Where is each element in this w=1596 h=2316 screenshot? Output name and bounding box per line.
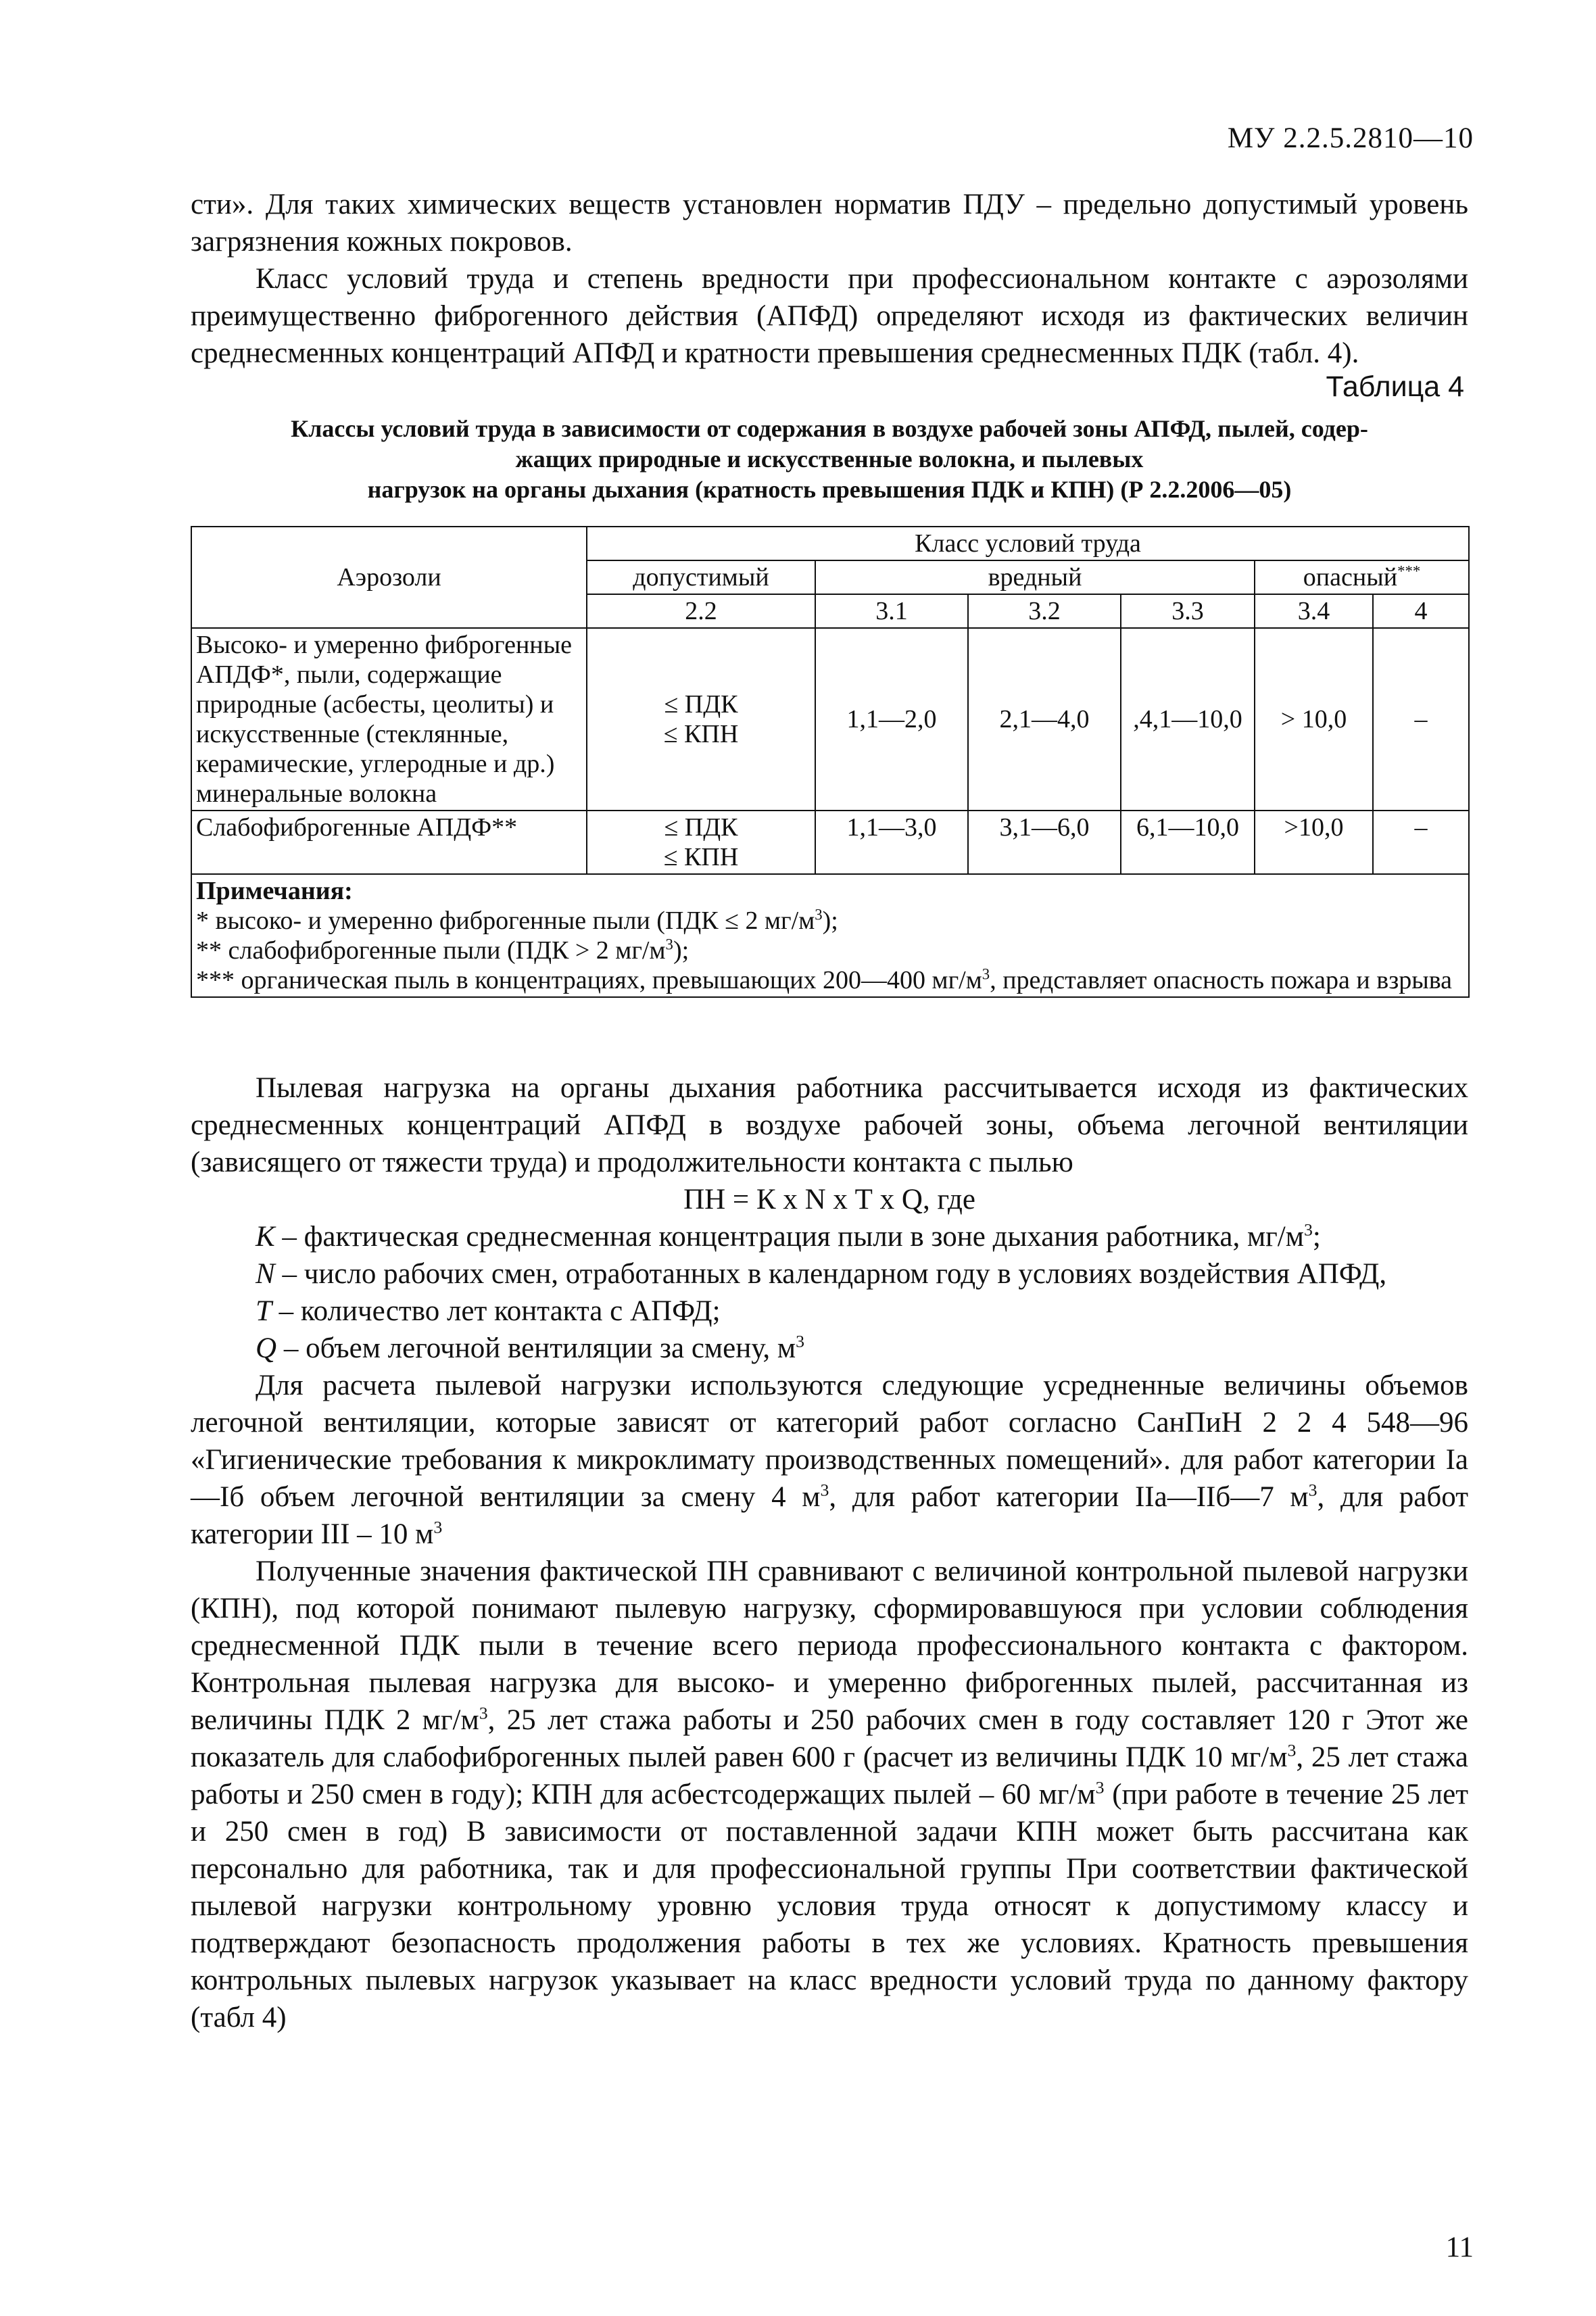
- superscript: 3: [796, 1331, 805, 1351]
- note-text: );: [822, 907, 838, 935]
- definition-k: [191, 1218, 1468, 1255]
- formula: ПН = К х N х Т х Q, где: [683, 1184, 975, 1215]
- definition-q: [191, 1330, 1468, 1367]
- row-value-4: –: [1373, 628, 1469, 811]
- definition-text: – количество лет контакта с АПФД;: [271, 1295, 721, 1327]
- header-class-3-3: 3.3: [1121, 594, 1255, 628]
- paragraph-text: Полученные значения фактической ПН сравнивают с величиной контрольной пылевой нагрузки (КПН), под которой понимают пылевую нагрузку, сформировавшуюся при условии соблюдения среднесменной ПДК пыли в течение всего периода профессионального контакта с фактором. Контрольная пылевая нагрузка для высоко- и умеренно фиброгенных пылей, рассчитанная из величины ПДК 2 мг/м: [191, 1555, 1468, 1736]
- header-class-3-1: 3.1: [815, 594, 968, 628]
- paragraph: сти». Для таких химических веществ установлен норматив ПДУ – предельно допустимый уровень загрязнения кожных покровов.: [191, 189, 1468, 258]
- row-value-3-2: 2,1—4,0: [968, 628, 1121, 811]
- paragraph-text: (при работе в течение 25 лет и 250 смен в год) В зависимости от поставленной задачи КПН может быть рассчитана как персонально для работника, так и для профессиональной группы При соответствии фактической пылевой нагрузки контрольному уровню условия труда относят к допустимому классу и подтверждают безопасность продолжения работы в тех же условиях. Кратность превышения контрольных пылевых нагрузок указывает на класс вредности условий труда по данному фактору (табл 4): [191, 1779, 1468, 2033]
- row-value-3-1: 1,1—2,0: [815, 628, 968, 811]
- superscript: 3: [1287, 1740, 1297, 1760]
- header-dangerous-label: опасный: [1303, 563, 1398, 592]
- variable-definitions: [191, 1218, 1468, 1367]
- row-pdk: ≤ ПДК: [664, 690, 738, 719]
- note-text: , представляет опасность пожара и взрыва: [990, 966, 1453, 994]
- header-class-3-2: 3.2: [968, 594, 1121, 628]
- row-value-3-4: > 10,0: [1255, 628, 1373, 811]
- row-kpn: ≤ КПН: [663, 843, 739, 871]
- note-item: [196, 965, 1464, 995]
- paragraph: [191, 1553, 1468, 2036]
- variable: Т: [256, 1295, 272, 1327]
- row-kpn: ≤ КПН: [663, 720, 739, 748]
- table-header-row: [191, 527, 1469, 560]
- row-value-4: –: [1373, 811, 1469, 874]
- page-number: 11: [1445, 2231, 1474, 2263]
- row-value-3-3: 6,1—10,0: [1121, 811, 1255, 874]
- document-code: МУ 2.2.5.2810—10: [1227, 122, 1474, 154]
- definition-text: – фактическая среднесменная концентрация пыли в зоне дыхания работника, мг/м: [274, 1221, 1304, 1253]
- superscript: 3: [1095, 1777, 1105, 1798]
- row-pdk: ≤ ПДК: [664, 813, 738, 842]
- paragraph-text: , для работ категории IIа—IIб—7 м: [829, 1481, 1309, 1513]
- header-dangerous-mark: ***: [1397, 562, 1421, 580]
- definition-text: – число рабочих смен, отработанных в календарном году в условиях воздействия АПФД,: [274, 1258, 1387, 1290]
- table-row: [191, 628, 1469, 811]
- note-text: );: [673, 936, 690, 965]
- header-class-2-2: 2.2: [587, 594, 815, 628]
- row-value-3-2: 3,1—6,0: [968, 811, 1121, 874]
- superscript: 3: [820, 1480, 829, 1500]
- variable: Q: [256, 1332, 277, 1364]
- paragraph: [191, 1367, 1468, 1553]
- note-item: [196, 936, 1464, 965]
- superscript: 3: [815, 906, 823, 923]
- superscript: 3: [1303, 1220, 1313, 1240]
- note-text: *** органическая пыль в концентрациях, превышающих 200—400 мг/м: [196, 966, 982, 994]
- definition-t: [191, 1293, 1468, 1330]
- superscript: 3: [433, 1517, 443, 1537]
- definition-n: [191, 1255, 1468, 1293]
- paragraph: Пылевая нагрузка на органы дыхания работника рассчитывается исходя из фактических среднесменных концентраций АПФД в воздухе рабочей зоны, объема легочной вентиляции (зависящего от тяжести труда) и продолжительности контакта с пылью: [191, 1072, 1468, 1178]
- variable: N: [256, 1258, 275, 1290]
- notes-title: Примечания:: [196, 877, 353, 905]
- table-notes-row: [191, 874, 1469, 997]
- row-limits: [587, 811, 815, 874]
- superscript: 3: [479, 1703, 488, 1723]
- definition-text: ;: [1312, 1221, 1321, 1253]
- paragraph: Класс условий труда и степень вредности при профессиональном контакте с аэрозолями преимущественно фиброгенного действия (АПФД) определяют исходя из фактических величин среднесменных концентраций АПФД и кратности превышения среднесменных ПДК (табл. 4).: [191, 263, 1468, 369]
- header-dangerous: [1255, 560, 1469, 594]
- row-limits: [587, 628, 815, 811]
- header-class-3-4: 3.4: [1255, 594, 1373, 628]
- superscript: 3: [1308, 1480, 1317, 1500]
- header-aerosols: Аэрозоли: [191, 527, 587, 628]
- paragraph-text: Для расчета пылевой нагрузки используются следующие усредненные величины объемов легочной вентиляции, которые зависят от категорий работ согласно СанПиН 2 2 4 548—96 «Гигиенические требования к микроклимату производственных помещений». для работ категории Iа—Iб объем легочной вентиляции за смену 4 м: [191, 1370, 1468, 1513]
- paragraph-text: , для работ категории III – 10 м: [191, 1481, 1468, 1550]
- table-notes: [191, 874, 1469, 997]
- header-class-conditions: Класс условий труда: [587, 527, 1469, 560]
- table-row: [191, 811, 1469, 874]
- table-title: [191, 414, 1468, 505]
- body-text: [191, 1069, 1468, 2036]
- intro-text: [191, 186, 1468, 372]
- row-aerosol: Высоко- и умеренно фиброгенные АПДФ*, пыли, содержащие природные (асбесты, цеолиты) и искусственные (стеклянные, керамические, углеродные и др.) минеральные волокна: [191, 628, 587, 811]
- superscript: 3: [982, 965, 990, 983]
- header-permissible: допустимый: [587, 560, 815, 594]
- row-value-3-4: >10,0: [1255, 811, 1373, 874]
- table-label: Таблица 4: [1326, 370, 1464, 403]
- table-title-line: Классы условий труда в зависимости от содержания в воздухе рабочей зоны АПФД, пылей, содер-: [291, 415, 1368, 442]
- row-value-3-3: ,4,1—10,0: [1121, 628, 1255, 811]
- note-item: [196, 906, 1464, 936]
- classes-table: [191, 526, 1470, 998]
- variable: К: [256, 1221, 275, 1253]
- table-title-line: нагрузок на органы дыхания (кратность превышения ПДК и КПН) (Р 2.2.2006—05): [367, 476, 1292, 503]
- definition-text: – объем легочной вентиляции за смену, м: [276, 1332, 796, 1364]
- note-text: * высоко- и умеренно фиброгенные пыли (ПДК ≤ 2 мг/м: [196, 907, 815, 935]
- note-text: ** слабофиброгенные пыли (ПДК > 2 мг/м: [196, 936, 666, 965]
- paragraph-text: , 25 лет стажа работы и 250 рабочих смен в году составляет 120 г Этот же показатель для слабофиброгенных пылей равен 600 г (расчет из величины ПДК 10 мг/м: [191, 1704, 1469, 1773]
- superscript: 3: [665, 936, 673, 953]
- row-aerosol: Слабофиброгенные АПДФ**: [191, 811, 587, 874]
- row-value-3-1: 1,1—3,0: [815, 811, 968, 874]
- header-class-4: 4: [1373, 594, 1469, 628]
- table-title-line: жащих природные и искусственные волокна, и пылевых: [515, 445, 1144, 473]
- header-harmful: вредный: [815, 560, 1255, 594]
- paragraph-text: , 25 лет стажа работы и 250 смен в году); КПН для асбестсодержащих пылей – 60 мг/м: [191, 1741, 1468, 1810]
